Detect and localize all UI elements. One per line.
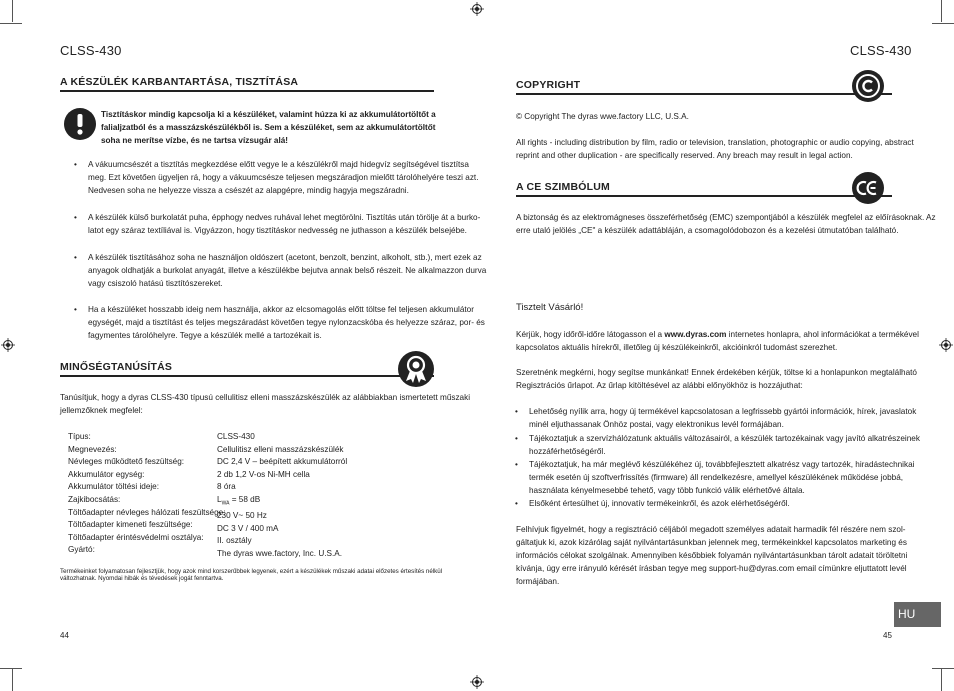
section-rule [60,375,434,377]
copyright-title: COPYRIGHT [516,79,581,91]
copyright-circle-icon [852,70,884,102]
page-number: 44 [60,631,69,640]
list-item: • A készülék tisztításához soha ne használjon oldószert (acetont, benzolt, benzint, alkoholt, stb.), mert ezek az anyagok oldhatják a burkolat anyagát, illetve a készülékbe bejutva annak belső részeit. Ne alkalmazzon durva vagy csiszoló hatású tisztítószereket. [74,253,487,288]
model-label: CLSS-430 [850,43,912,58]
crop-mark [932,668,954,669]
quality-title: MINŐSÉGTANÚSÍTÁS [60,361,173,373]
page-number: 45 [883,631,892,640]
section-rule [516,93,892,95]
copyright-text: All rights - including distribution by film, radio or television, translation, photographic or audio copying, abstract reprint and other duplication - are specifically reserved. Any breach may result in legal action. [516,138,914,160]
website-link[interactable]: www.dyras.com [664,330,727,339]
section-rule [516,195,892,197]
registration-mark-icon [470,675,484,689]
spec-labels: Típus: Megnevezés: Névleges működtető feszültség: Akkumulátor egység: Akkumulátor töltési ideje: Zajkibocsátás: Töltőadapter névleges hálózati feszültsége: Töltőadapter kimeneti feszültsége: Töltőadapter érintésvédelmi osztálya: Gyártó: [68,432,226,555]
list-item: • Elsőként értesülhet új, innovatív termékeinkről, és azok elérhetőségéről. [515,499,790,508]
quality-intro: Tanúsítjuk, hogy a dyras CLSS-430 típusú cellulitisz elleni masszázskészülék az alábbiakban ismertetett műszaki jellemzőknek megfelel: [60,393,471,415]
crop-mark [12,0,13,22]
section-rule [60,90,434,92]
spec-values: CLSS-430 Cellulitisz elleni masszázskészülék DC 2,4 V – beépített akkumulátorról 2 db 1,2 V-os Ni-MH cella 8 óra $L_{WA} = 58$ dB 230 V~ 50 Hz DC 3 V / 400 mA II. osztály The dyras wwe.factory, Inc. U.S.A. [217,432,348,558]
maintenance-title: A KÉSZÜLÉK KARBANTARTÁSA, TISZTÍTÁSA [60,76,299,88]
list-item: • A vákuumcsészét a tisztítás megkezdése előtt vegye le a készülékről majd hidegvíz segítségével tisztítsa meg. Ezt követően ügyeljen rá, hogy a vákuumcsésze teljesen megszáradjon mielőtt tárolóhelyére teszi azt. Nedvesen soha ne helyezze vissza a csészét az alapgépre, mindig hagyja megszáradni. [74,160,479,195]
model-label: CLSS-430 [60,43,122,58]
crop-mark [932,23,954,24]
ce-mark-icon [852,172,884,204]
footnote: Termékeinket folyamatosan fejlesztjük, hogy azok mind korszerűbbek legyenek, ezért a készülékek műszaki adatai előzetes értesítés nélkül változhatnak. Nyomdai hibák és tévedések jogát fenntartva. [60,568,443,582]
copyright-line: © Copyright The dyras wwe.factory LLC, U.S.A. [516,112,689,121]
ce-title: A CE SZIMBÓLUM [516,181,610,193]
crop-mark [12,669,13,691]
list-item: • Ha a készüléket hosszabb ideig nem használja, akkor az elcsomagolás előtt töltse fel teljesen akkumulátor egységét, majd a tisztítást és teljes megszáradást követően tegye nylonzacskóba és helyezze száraz, por- és fagymentes tárolóhelyre. Tegye a készülék mellé a tartozékait is. [74,305,485,340]
crop-mark [0,668,22,669]
list-item: • Tájékoztatjuk a szervízhálózatunk aktuális változásairól, a készülék tartozékainak vagy javító alkatrészeinek hozzáférhetőségéről. [515,434,920,456]
privacy-paragraph: Felhívjuk figyelmét, hogy a regisztráció céljából megadott személyes adatait harmadik fél részére nem szol- gáltatjuk ki, azok kizárólag saját nyilvántartásunkban jelennek meg, termékeinkkel kapcsolatos marketing és információs célokat szolgálnak. Amennyiben későbbiek folyamán nyilvántartásunkban tárolt adatait töröltetni kívánja, úgy erre irányuló kérését írásban tegye meg support-hu@dyras.com email címünkre eljuttatott levél formájában. [516,525,908,586]
crop-mark [0,23,22,24]
greeting: Tisztelt Vásárló! [516,302,584,313]
list-item: • Lehetőség nyílik arra, hogy új termékével kapcsolatosan a legfrissebb gyártói információk, hírek, javaslatok minél eljuthassanak Önhöz postai, vagy elektronikus levél formájában. [515,407,917,429]
website-paragraph: Kérjük, hogy időről-időre látogasson el a www.dyras.com internetes honlapra, ahol információkat a termékével kapcsolatos aktuális hírekről, illetőleg új készülékeinkről, akcióinkról tudomást szerezhet. [516,330,919,352]
registration-paragraph: Szeretnénk megkérni, hogy segítse munkánkat! Ennek érdekében kérjük, töltse ki a honlapunkon megtalálható Regisztrációs űrlapot. Az űrlap kitöltésével az alábbi előnyökhöz is hozzájuthat: [516,368,917,390]
list-item: • Tájékoztatjuk, ha már meglévő készülékéhez új, továbbfejlesztett alkatrész vagy tartozék, hiradástechnikai termék esetén új szoftverfrissítés (firmware) áll rendelkezésre, amellyel készülékének működése jobbá, használata kényelmesebbé tehető, vagy több funkció válik elérhetővé általa. [515,460,915,495]
warning-text: Tisztításkor mindig kapcsolja ki a készüléket, valamint húzza ki az akkumulátortöltőt a falialjzatból és a masszázskészülékből is. Sem a készüléket, sem az akkumulátortöltőt soha ne merítse vízbe, és ne tartsa vízsugár alá! [101,110,436,145]
list-item: • A készülék külső burkolatát puha, épphogy nedves ruhával lehet megtörölni. Tisztítás után törölje át a burko- latot egy száraz textíliával is. Vigyázzon, hogy tisztításkor nedvesség ne juthasson a készülék belsejébe. [74,213,481,235]
registration-mark-icon [470,2,484,16]
language-tab: HU [894,602,941,627]
registration-mark-icon [939,338,953,352]
crop-mark [941,0,942,22]
crop-mark [941,669,942,691]
exclamation-warning-icon [64,108,96,140]
registration-mark-icon [1,338,15,352]
quality-award-icon [398,351,434,387]
ce-text: A biztonság és az elektromágneses összeférhetőség (EMC) szempontjából a készülék megfelel az előírásoknak. Az erre utaló jelölés „CE" a készülék adattábláján, a csomagolódobozon és a kezelési útmutatóban található. [516,213,936,235]
